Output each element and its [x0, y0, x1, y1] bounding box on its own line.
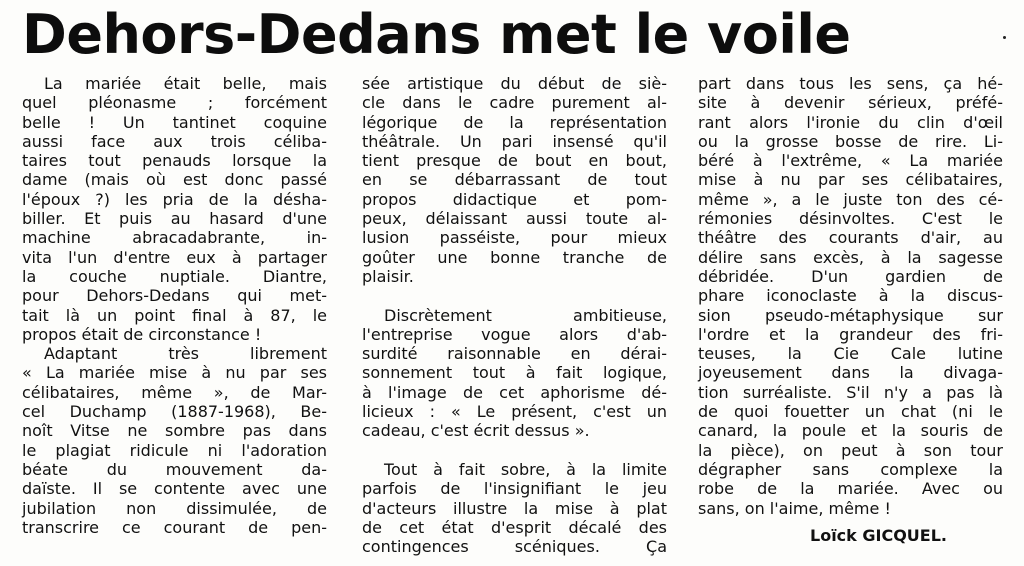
text-line: tion surréaliste. S'il n'y a pas là	[698, 382, 1003, 402]
paragraph-gap	[362, 286, 667, 305]
text-line: contingences scéniques. Ça	[362, 537, 667, 557]
text-line: débridée. D'un gardien de	[698, 266, 1003, 286]
text-line: joyeusement dans la divaga-	[698, 363, 1003, 383]
text-line: cle dans le cadre purement al-	[362, 93, 667, 113]
text-line: le plagiat ridicule ni l'adoration	[22, 440, 327, 460]
article-headline: Dehors-Dedans met le voile	[22, 3, 851, 66]
text-line: biller. Et puis au hasard d'une	[22, 209, 327, 229]
text-line: dégrapher sans complexe la	[698, 459, 1003, 479]
text-line: Tout à fait sobre, à la limite	[384, 459, 667, 479]
text-line: teuses, la Cie Cale lutine	[698, 344, 1003, 364]
text-line: daïste. Il se contente avec une	[22, 479, 327, 499]
article-column-3	[698, 74, 1003, 518]
text-line: jubilation non dissimulée, de	[22, 498, 327, 518]
article-column-2	[362, 74, 667, 556]
text-line: tient presque de bout en bout,	[362, 151, 667, 171]
text-line: licieux : « Le présent, c'est un	[362, 402, 667, 422]
article-column-1	[22, 74, 327, 537]
text-line: mise à nu par ses célibataires,	[698, 170, 1003, 190]
text-line: théâtrale. Un pari insensé qu'il	[362, 131, 667, 151]
text-line: plaisir.	[362, 266, 414, 286]
text-line: l'ordre et la grandeur des fri-	[698, 324, 1003, 344]
paragraph-gap	[362, 441, 667, 460]
print-speck	[1003, 36, 1006, 39]
text-line: surdité raisonnable en dérai-	[362, 344, 667, 364]
text-line: rant alors l'ironie du clin d'œil	[698, 112, 1003, 132]
text-line: part dans tous les sens, ça hé-	[698, 74, 1003, 93]
text-line: en se débarrassant de tout	[362, 170, 667, 190]
text-line: site à devenir sérieux, préfé-	[698, 93, 1003, 113]
text-line: ou la grosse bosse de rire. Li-	[698, 131, 1003, 151]
text-line: vita l'un d'entre eux à partager	[22, 247, 327, 267]
text-line: sion pseudo-métaphysique sur	[698, 305, 1003, 325]
text-line: machine abracadabrante, in-	[22, 228, 327, 248]
text-line: parfois de l'insignifiant le jeu	[362, 479, 667, 499]
text-line: robe de la mariée. Avec ou	[698, 479, 1003, 499]
text-line: la pièce), on peut à son tour	[698, 440, 1003, 460]
text-line: aussi face aux trois céliba-	[22, 131, 327, 151]
text-line: béré à l'extrême, « La mariée	[698, 151, 1003, 171]
text-line: dame (mais où est donc passé	[22, 170, 327, 190]
text-line: célibataires, même », de Mar-	[22, 382, 327, 402]
text-line: la couche nuptiale. Diantre,	[22, 266, 327, 286]
text-line: noît Vitse ne sombre pas dans	[22, 421, 327, 441]
text-line: à l'image de cet aphorisme dé-	[362, 382, 667, 402]
text-line: quel pléonasme ; forcément	[22, 93, 327, 113]
text-line: de quoi fouetter un chat (ni le	[698, 402, 1003, 422]
text-line: propos était de circonstance !	[22, 324, 262, 344]
text-line: peux, délaissant aussi toute al-	[362, 209, 667, 229]
author-signature: Loïck GICQUEL.	[810, 526, 947, 545]
text-line: sans, on l'aime, même !	[698, 498, 891, 518]
text-line: « La mariée mise à nu par ses	[22, 363, 327, 383]
text-line: Discrètement ambitieuse,	[384, 305, 667, 325]
text-line: sée artistique du début de siè-	[362, 74, 667, 93]
text-line: cadeau, c'est écrit dessus ».	[362, 421, 590, 441]
text-line: tait là un point final à 87, le	[22, 305, 327, 325]
text-line: Adaptant très librement	[44, 344, 327, 364]
text-line: goûter une bonne tranche de	[362, 247, 667, 267]
text-line: pour Dehors-Dedans qui met-	[22, 286, 327, 306]
text-line: béate du mouvement da-	[22, 459, 327, 479]
text-line: lusion passéiste, pour mieux	[362, 228, 667, 248]
text-line: cel Duchamp (1887-1968), Be-	[22, 402, 327, 422]
text-line: taires tout penauds lorsque la	[22, 151, 327, 171]
text-line: propos didactique et pom-	[362, 189, 667, 209]
text-line: l'époux ?) les pria de la désha-	[22, 189, 327, 209]
text-line: transcrire ce courant de pen-	[22, 517, 327, 537]
text-line: même », a le juste ton des cé-	[698, 189, 1003, 209]
text-line: sonnement tout à fait logique,	[362, 363, 667, 383]
text-line: l'entreprise vogue alors d'ab-	[362, 324, 667, 344]
text-line: La mariée était belle, mais	[44, 74, 327, 93]
text-line: belle ! Un tantinet coquine	[22, 112, 327, 132]
text-line: légorique de la représentation	[362, 112, 667, 132]
text-line: délire sans excès, à la sagesse	[698, 247, 1003, 267]
text-line: rémonies désinvoltes. C'est le	[698, 209, 1003, 229]
text-line: phare iconoclaste à la discus-	[698, 286, 1003, 306]
text-line: de cet état d'esprit décalé des	[362, 517, 667, 537]
text-line: d'acteurs illustre la mise à plat	[362, 498, 667, 518]
text-line: théâtre des courants d'air, au	[698, 228, 1003, 248]
text-line: canard, la poule et la souris de	[698, 421, 1003, 441]
